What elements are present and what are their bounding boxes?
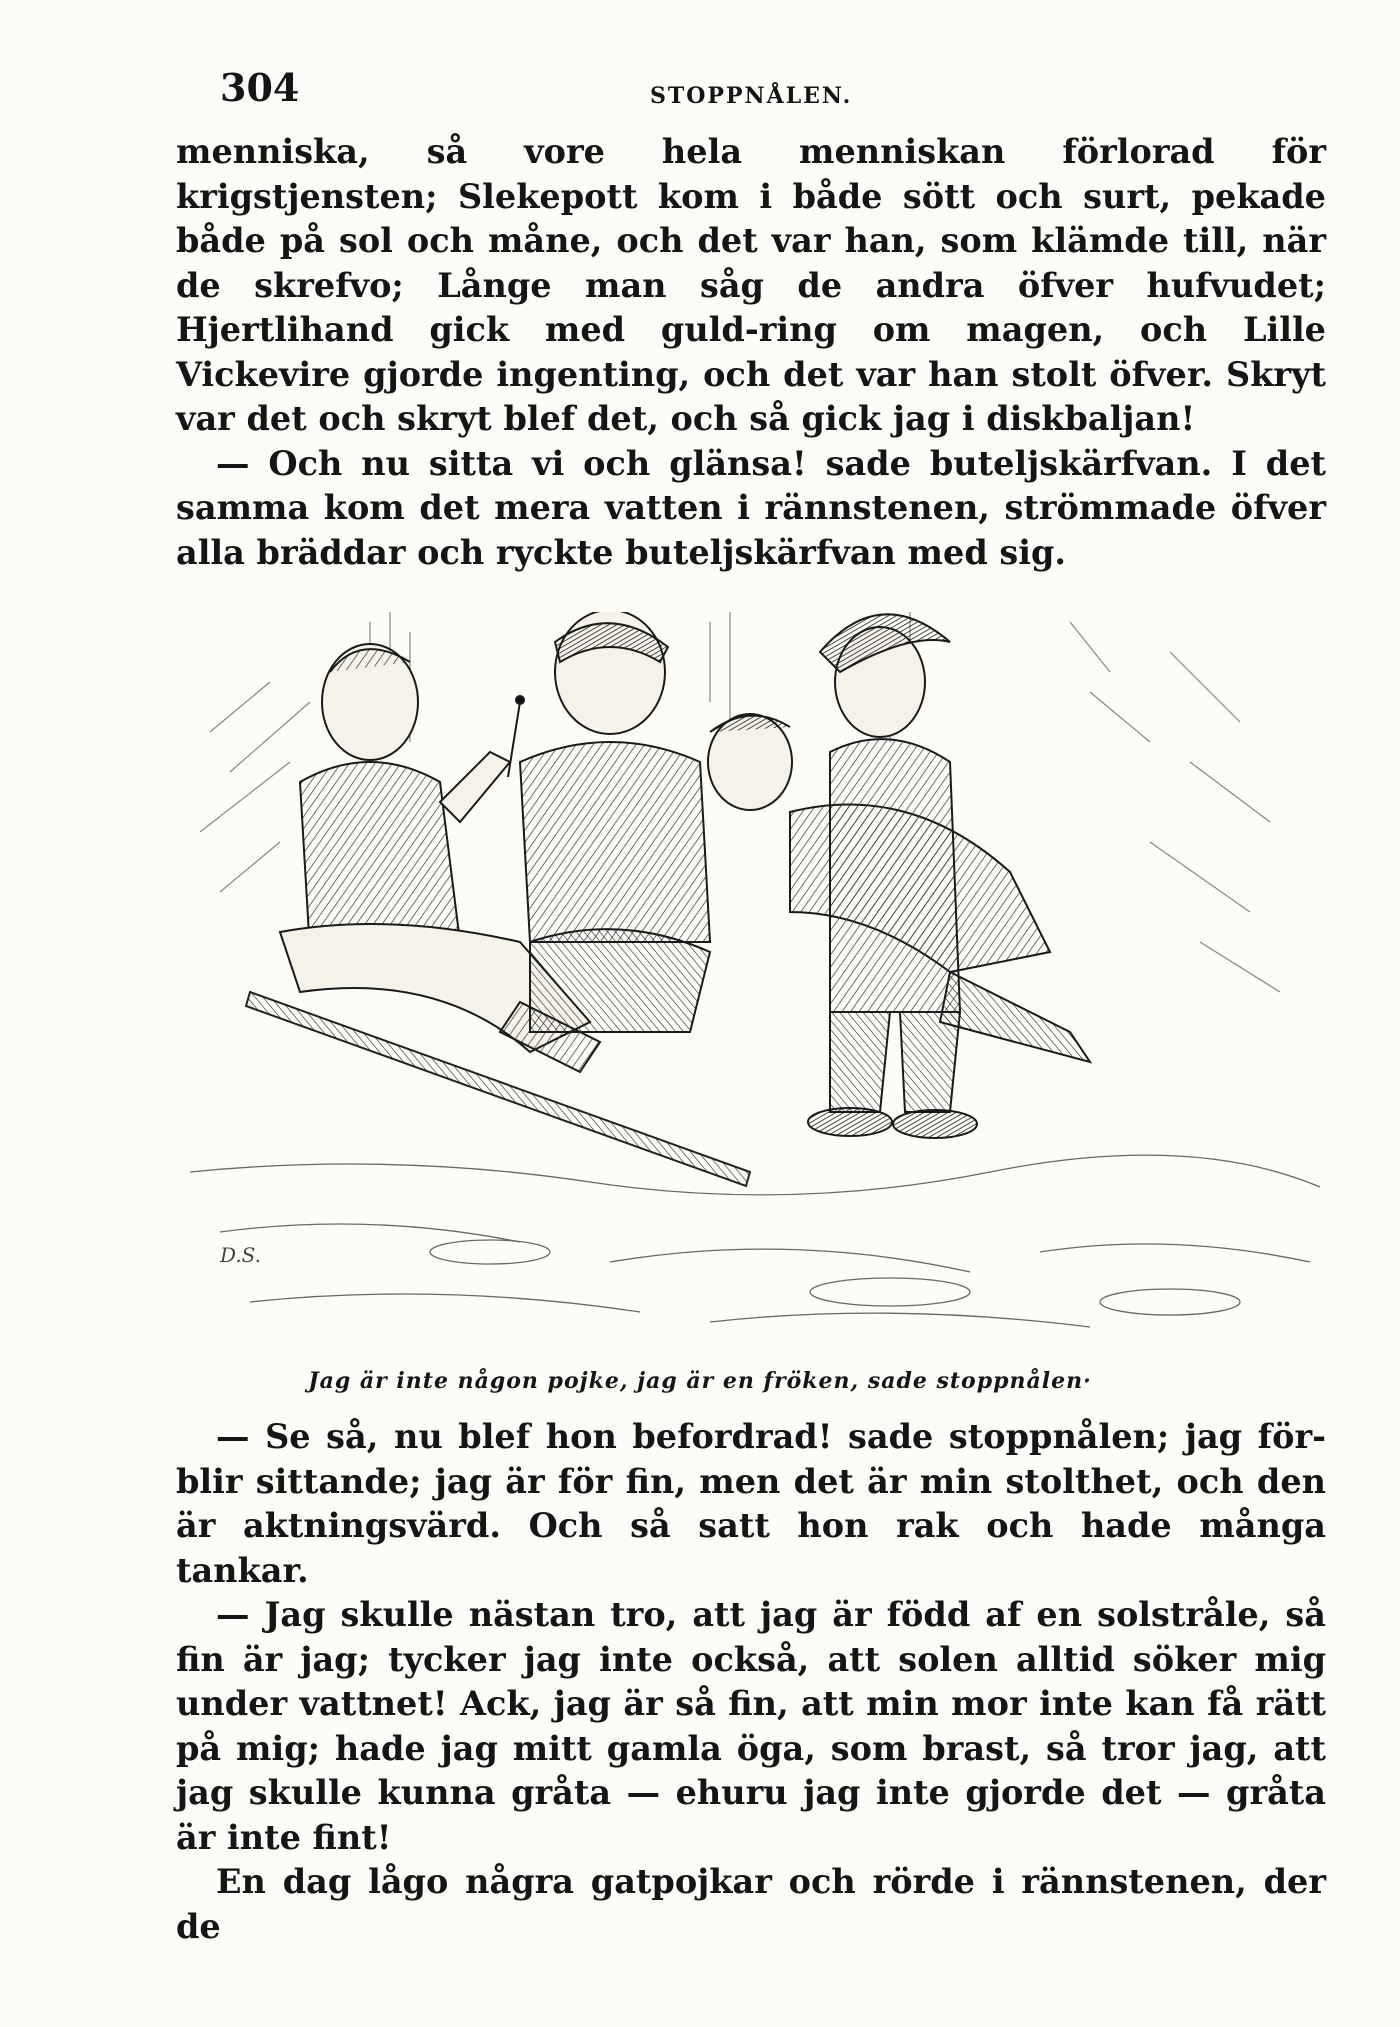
page-header	[220, 65, 1325, 115]
bottom-text-block	[176, 1415, 1326, 1949]
figure-caption: Jag är inte någon pojke, jag är en fröken, sade stoppnålen·	[308, 1368, 1092, 1394]
boy-center-figure	[508, 612, 710, 1032]
paragraph: — Jag skulle nästan tro, att jag är född af en solstråle, så fin är jag; tycker jag inte också, att solen alltid söker mig under vattnet! Ack, jag är så fin, att min mor inte kan få rätt på mig; hade jag mitt gamla öga, som brast, så tror jag, att jag skulle kunna gråta — ehuru jag inte gjorde det — gråta är inte fint!	[176, 1595, 1326, 1857]
paragraph: menniska, så vore hela menniskan förlorad för krigstjensten; Slekepott kom i både sött och surt, pekade både på sol och måne, och det var han, som klämde till, när de skrefvo; Långe man såg de andra öfver hufvudet; Hjertlihand gick med guld-ring om magen, och Lille Vickevire gjorde ingenting, och det var han stolt öfver. Skryt var det och skryt blef det, och så gick jag i diskbaljan!	[176, 132, 1326, 438]
running-title: STOPPNÅLEN.	[650, 83, 853, 109]
engraving-illustration	[190, 612, 1320, 1347]
top-text-block	[176, 130, 1326, 575]
paragraph: — Och nu sitta vi och glänsa! sade buteljskärfvan. I det samma kom det mera vatten i rännstenen, strömmade öfver alla bräddar och ryckte buteljskärfvan med sig.	[176, 443, 1326, 572]
boy-standing-figure	[808, 614, 977, 1138]
paragraph: En dag lågo några gatpojkar och rörde i rännstenen, der de	[176, 1862, 1326, 1946]
engraver-signature: D.S.	[220, 1243, 262, 1267]
paragraph: — Se så, nu blef hon befordrad! sade stoppnålen; jag för-blir sittande; jag är för fin, men det är min stolthet, och den är aktningsvärd. Och så satt hon rak och hade många tankar.	[176, 1417, 1326, 1590]
page-number: 304	[220, 65, 300, 110]
